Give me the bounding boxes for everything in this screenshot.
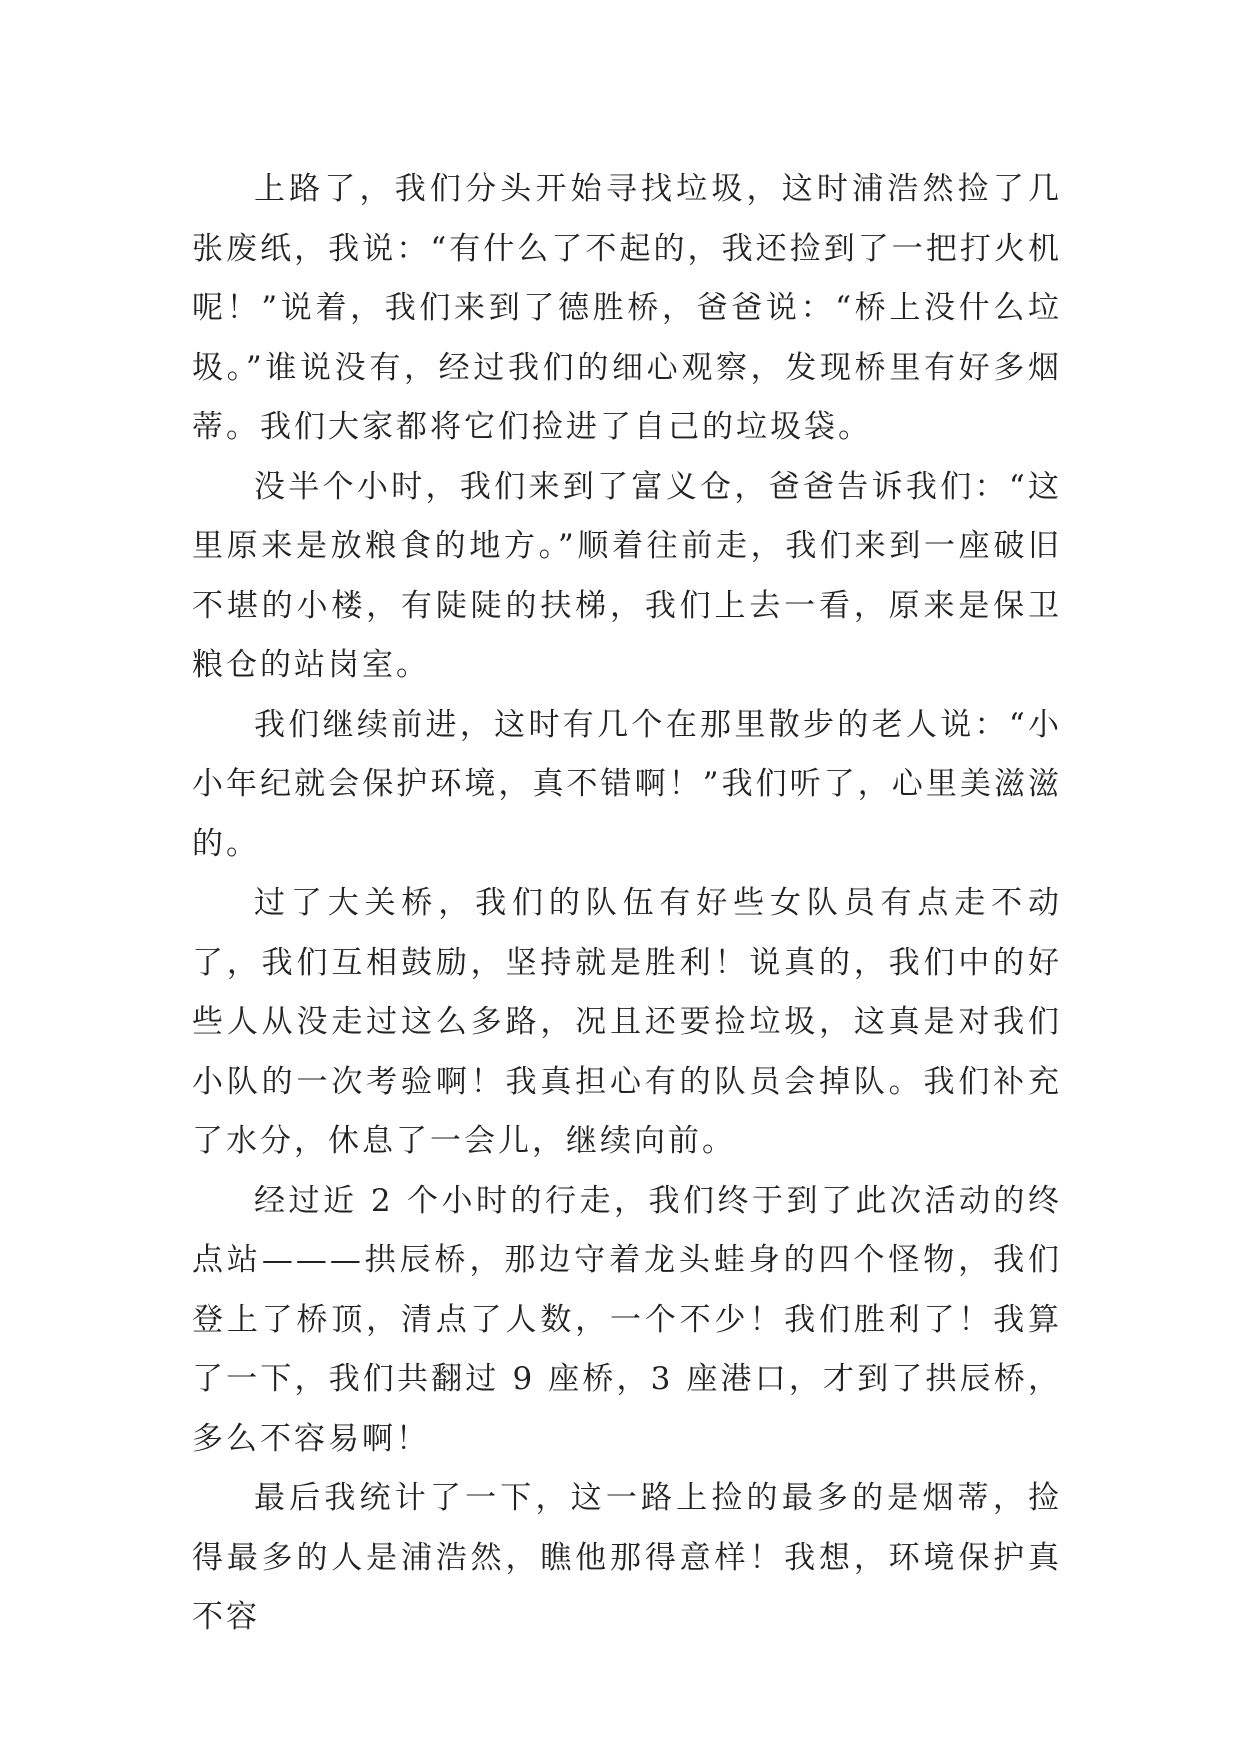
paragraph-4: 过了大关桥，我们的队伍有好些女队员有点走不动了，我们互相鼓励，坚持就是胜利！说真的，我们中的好些人从没走过这么多路，况且还要捡垃圾，这真是对我们小队的一次考验啊！我真担心有的队员会掉队。我们补充了水分，休息了一会儿，继续向前。 xyxy=(192,885,1062,1159)
paragraph-6: 最后我统计了一下，这一路上捡的最多的是烟蒂，捡得最多的人是浦浩然，瞧他那得意样！我想，环境保护真不容 xyxy=(192,1480,1062,1635)
paragraph-2: 没半个小时，我们来到了富义仓，爸爸告诉我们：“这里原来是放粮食的地方。”顺着往前走，我们来到一座破旧不堪的小楼，有陡陡的扶梯，我们上去一看，原来是保卫粮仓的站岗室。 xyxy=(192,468,1062,683)
document-body xyxy=(192,160,1062,1648)
paragraph-5: 经过近 2 个小时的行走，我们终于到了此次活动的终点站———拱辰桥，那边守着龙头蛙身的四个怪物，我们登上了桥顶，清点了人数，一个不少！我们胜利了！我算了一下，我们共翻过 9 座桥，3 座港口，才到了拱辰桥，多么不容易啊！ xyxy=(192,1182,1062,1457)
paragraph-1: 上路了，我们分头开始寻找垃圾，这时浦浩然捡了几张废纸，我说：“有什么了不起的，我还捡到了一把打火机呢！”说着，我们来到了德胜桥，爸爸说：“桥上没什么垃圾。”谁说没有，经过我们的细心观察，发现桥里有好多烟蒂。我们大家都将它们捡进了自己的垃圾袋。 xyxy=(192,171,1062,445)
paragraph-3: 我们继续前进，这时有几个在那里散步的老人说：“小小年纪就会保护环境，真不错啊！”我们听了，心里美滋滋的。 xyxy=(192,706,1062,862)
